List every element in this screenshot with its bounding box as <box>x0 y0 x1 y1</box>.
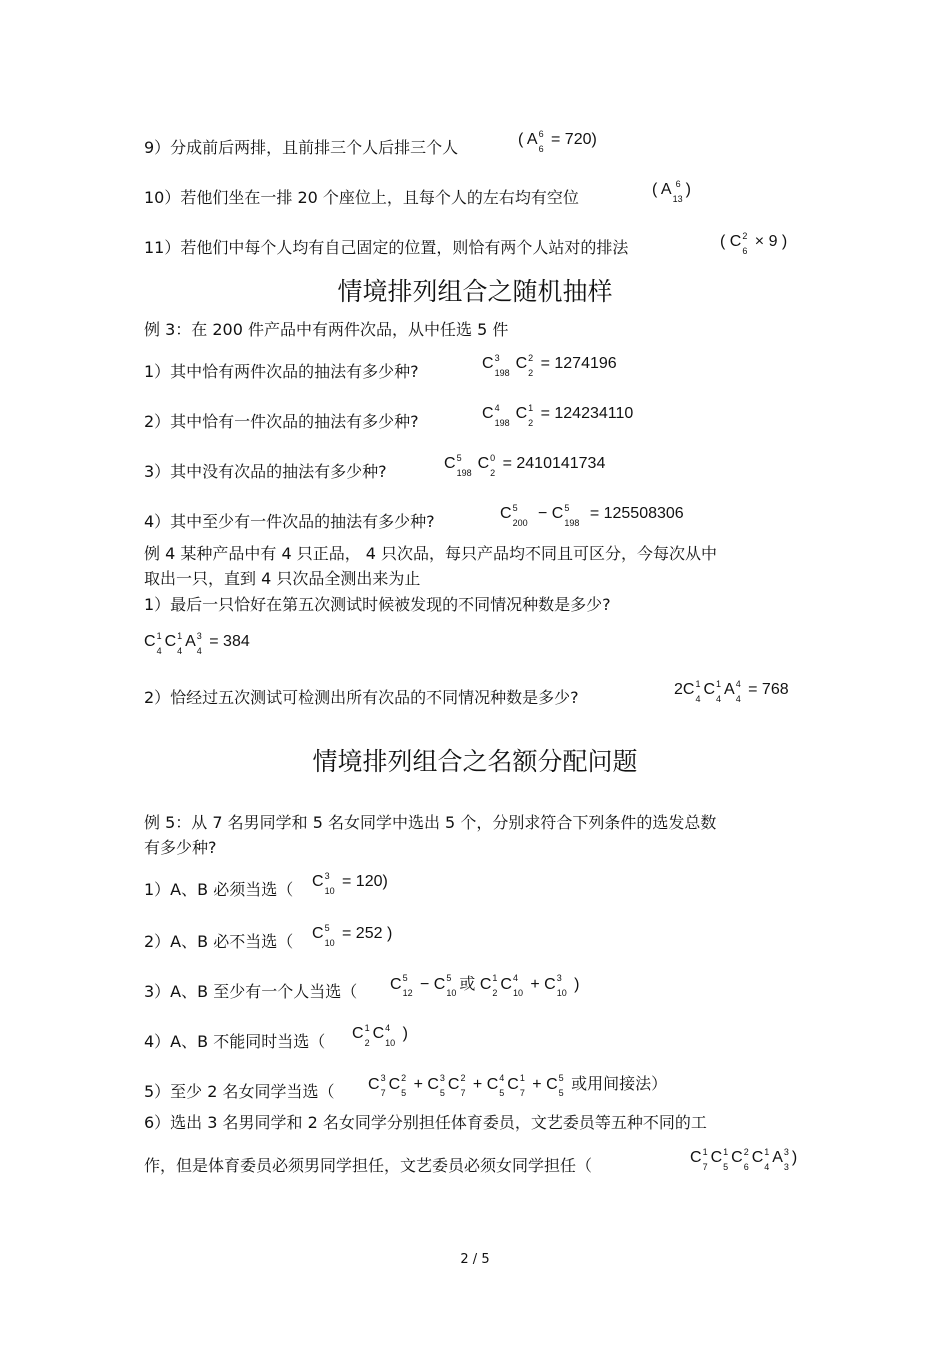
example-5-line2: 有多少种? <box>144 838 217 857</box>
item-11-answer: ( C 2 6 × 9 ) <box>720 231 788 256</box>
q5-4: 4）A、B 不能同时当选（ <box>144 1032 326 1051</box>
ans-none: C 5 198 C 0 2 = 2410141734 <box>444 453 606 478</box>
item-10-answer: ( A 6 13 ) <box>652 179 691 204</box>
q5-5: 5）至少 2 名女同学当选（ <box>144 1082 335 1101</box>
item-10-text: 10）若他们坐在一排 20 个座位上，且每个人的左右均有空位 <box>144 188 579 207</box>
item-9-answer: ( A 6 6 = 720) <box>518 129 597 154</box>
example-3: 例 3：在 200 件产品中有两件次品，从中任选 5 件 <box>144 320 509 339</box>
q-at-least-one: 4）其中至少有一件次品的抽法有多少种? <box>144 512 435 531</box>
section-title-quota: 情境排列组合之名额分配问题 <box>312 747 638 776</box>
ans5-4: C 1 2 C 4 10 ) <box>352 1023 408 1048</box>
page-number: 2 / 5 <box>460 1252 490 1267</box>
q-exactly-five: 2）恰经过五次测试可检测出所有次品的不同情况种数是多少? <box>144 688 579 707</box>
example-4-line1: 例 4 某种产品中有 4 只正品， 4 只次品，每只产品均不同且可区分，今每次从中 <box>144 544 718 563</box>
section-title-sampling: 情境排列组合之随机抽样 <box>337 277 613 306</box>
ans5-5: C 3 7 C 2 5 + C 3 5 C 2 7 + C 4 5 C 1 7 + C 5 5 或用间接法） <box>368 1073 668 1098</box>
ans-exactly-five: 2C 1 4 C 1 4 A 4 4 = 768 <box>674 679 789 704</box>
ans-at-least-one: C 5 200 − C 5 198 = 125508306 <box>500 503 684 528</box>
ans-fifth-test: C 1 4 C 1 4 A 3 4 = 384 <box>144 631 250 656</box>
q-none: 3）其中没有次品的抽法有多少种? <box>144 462 387 481</box>
item-9-text: 9）分成前后两排，且前排三个人后排三个人 <box>144 138 459 157</box>
ans-exactly-two: C 3 198 C 2 2 = 1274196 <box>482 353 617 378</box>
ans5-6: C 1 7 C 1 5 C 2 6 C 1 4 A 3 3 ) <box>690 1147 798 1172</box>
q5-6-line1: 6）选出 3 名男同学和 2 名女同学分别担任体育委员，文艺委员等五种不同的工 <box>144 1113 707 1132</box>
q-exactly-two: 1）其中恰有两件次品的抽法有多少种? <box>144 362 419 381</box>
ans5-3: C 5 12 − C 5 10 或 C 1 2 C 4 10 + C 3 10 ) <box>390 973 580 998</box>
ans5-2: C 5 10 = 252 ) <box>312 923 393 948</box>
example-5-line1: 例 5：从 7 名男同学和 5 名女同学中选出 5 个，分别求符合下列条件的选发总数 <box>144 813 717 832</box>
example-4-line2: 取出一只，直到 4 只次品全测出来为止 <box>144 569 421 588</box>
item-11-text: 11）若他们中每个人均有自己固定的位置，则恰有两个人站对的排法 <box>144 238 629 257</box>
q5-1: 1）A、B 必须当选（ <box>144 880 294 899</box>
q-exactly-one: 2）其中恰有一件次品的抽法有多少种? <box>144 412 419 431</box>
ans-exactly-one: C 4 198 C 1 2 = 124234110 <box>482 403 634 428</box>
q5-2: 2）A、B 必不当选（ <box>144 932 294 951</box>
ans5-1: C 3 10 = 120) <box>312 871 388 896</box>
q5-6-line2: 作，但是体育委员必须男同学担任，文艺委员必须女同学担任（ <box>144 1156 593 1175</box>
q5-3: 3）A、B 至少有一个人当选（ <box>144 982 358 1001</box>
q-fifth-test: 1）最后一只恰好在第五次测试时候被发现的不同情况种数是多少? <box>144 595 611 614</box>
